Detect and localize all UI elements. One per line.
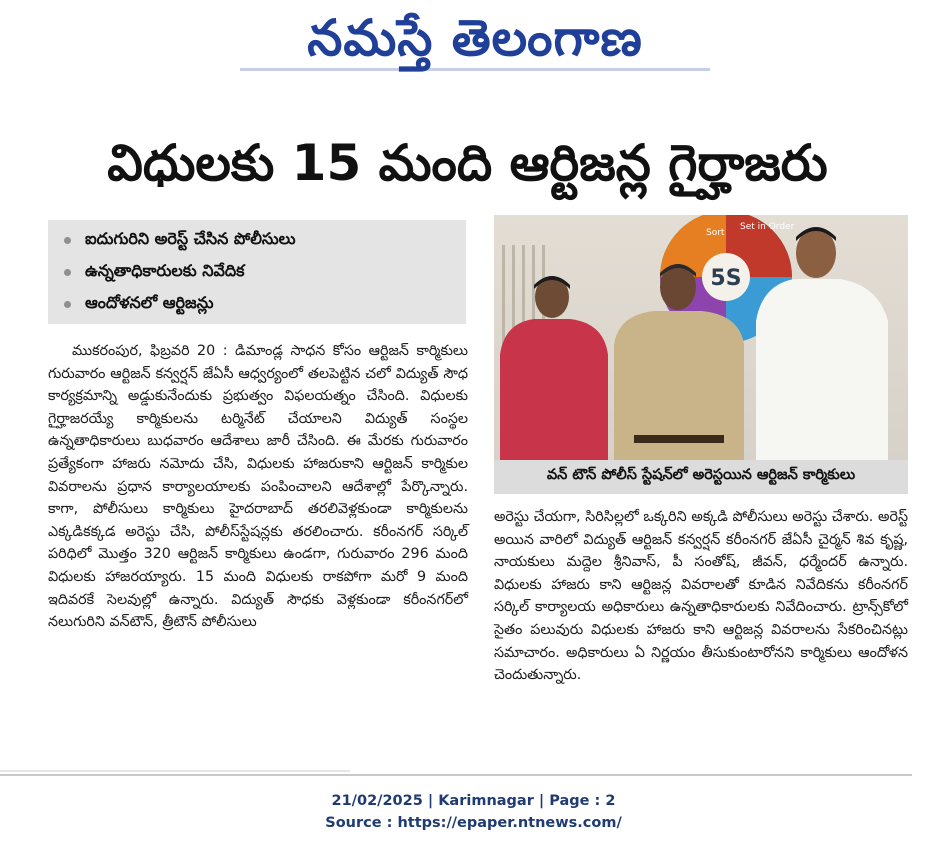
body-left-column [48, 340, 468, 634]
masthead-logo [240, 6, 710, 82]
highlights-box [48, 220, 466, 324]
body-right-column [494, 506, 908, 687]
masthead-title: నమస్తే తెలంగాణ [307, 8, 643, 67]
highlight-item [64, 288, 466, 320]
photo-caption: వన్ టౌన్ పోలీస్ స్టేషన్‌లో అరెస్టయిన ఆర్టిజన్ కార్మికులు [494, 460, 908, 494]
highlight-text: ఐదుగురిని అరెస్ట్ చేసిన పోలీసులు [85, 228, 296, 248]
headline: విధులకు 15 మంది ఆర్టిజన్ల గైర్హాజరు [107, 133, 828, 192]
footer-date-edition: 21/02/2025 | Karimnagar | Page : 2 [331, 793, 616, 809]
highlight-item [64, 256, 466, 288]
article [0, 104, 912, 776]
footer [0, 790, 947, 834]
bullet-icon [64, 237, 71, 244]
wheel-label-sort: Sort [706, 228, 725, 238]
body-right-text: అరెస్టు చేయగా, సిరిసిల్లలో ఒక్కరిని అక్కడి పోలీసులు అరెస్టు చేశారు. అరెస్ట్ అయిన వారిలో విద్యుత్ ఆర్టిజన్ కన్వర్షన్ కరీంనగర్ జేఏసీ చైర్మన్ శివ కృష్ణ, నాయకులు మద్దెల శ్రీనివాస్, పీ సంతోష్, జీవన్, ధర్మేందర్ ఉన్నారు. విధులకు హాజరు కాని ఆర్టిజన్ల వివరాలతో కూడిన నివేదికను కరీంనగర్ సర్కిల్ కార్యాలయ అధికారులు ఉన్నతాధికారులకు నివేదించారు. ట్రాన్స్‌కోలో సైతం పలువురు విధులకు హాజరు కాని ఆర్టిజన్ల వివరాలను సేకరించినట్లు సమాచారం. అధికారులు ఏ నిర్ణయం తీసుకుంటారోనని కార్మికులు ఆందోళన చెందుతున్నారు. [494, 509, 908, 684]
highlight-text: ఉన్నతాధికారులకు నివేదిక [85, 260, 245, 280]
highlight-text: ఆందోళనలో ఆర్టిజన్లు [85, 292, 214, 312]
five-s-badge: 5S [710, 266, 742, 291]
bullet-icon [64, 301, 71, 308]
news-photo-illustration [494, 215, 908, 460]
divider [0, 770, 350, 772]
highlight-item [64, 224, 466, 256]
bullet-icon [64, 269, 71, 276]
footer-source: Source : https://epaper.ntnews.com/ [325, 815, 622, 831]
news-photo [494, 215, 908, 460]
wheel-label-set-in-order: Set in Order [740, 222, 795, 232]
body-left-text: ముకరంపుర, ఫిబ్రవరి 20 : డిమాండ్ల సాధన కోసం ఆర్టిజన్ కార్మికులు గురువారం ఆర్టిజన్ కన్వర్షన్ జేఏసీ ఆధ్వర్యంలో తలపెట్టిన చలో విద్యుత్ సౌధ కార్యక్రమాన్ని అడ్డుకునేందుకు ప్రభుత్వం విఫలయత్నం చేసింది. విధులకు గైర్హాజరయ్యే కార్మికులను టర్మినేట్ చేయాలని విద్యుత్ సంస్థల ఉన్నతాధికారులు బుధవారం ఆదేశాలు జారీ చేసింది. ఈ మేరకు గురువారం ప్రత్యేకంగా హాజరు నమోదు చేసి, విధులకు హాజరుకాని ఆర్టిజన్ కార్మికుల వివరాలను ప్రధాన కార్యాలయాలకు పంపించాలని ఆదేశాల్లో పేర్కొన్నారు. కాగా, పోలీసులు కార్మికులు హైదరాబాద్ తరలివెళ్లకుండా కార్మికులను ఎక్కడికక్కడ అరెస్టు చేసి, పోలీస్‌స్టేషన్లకు తరలించారు. కరీంనగర్ సర్కిల్ పరిధిలో మొత్తం 320 ఆర్టిజన్ కార్మికులు ఉండగా, గురువారం 296 మంది విధులకు హాజరయ్యారు. 15 మంది విధులకు రాకపోగా మరో 9 మంది ఇదివరకే సెలవుల్లో ఉన్నారు. విద్యుత్ సౌధకు వెళ్లకుండా కరీంనగర్‌లో నలుగురిని వన్‌టౌన్, త్రీటౌన్ పోలీసులు [48, 343, 468, 631]
person-red-shirt [500, 276, 608, 460]
